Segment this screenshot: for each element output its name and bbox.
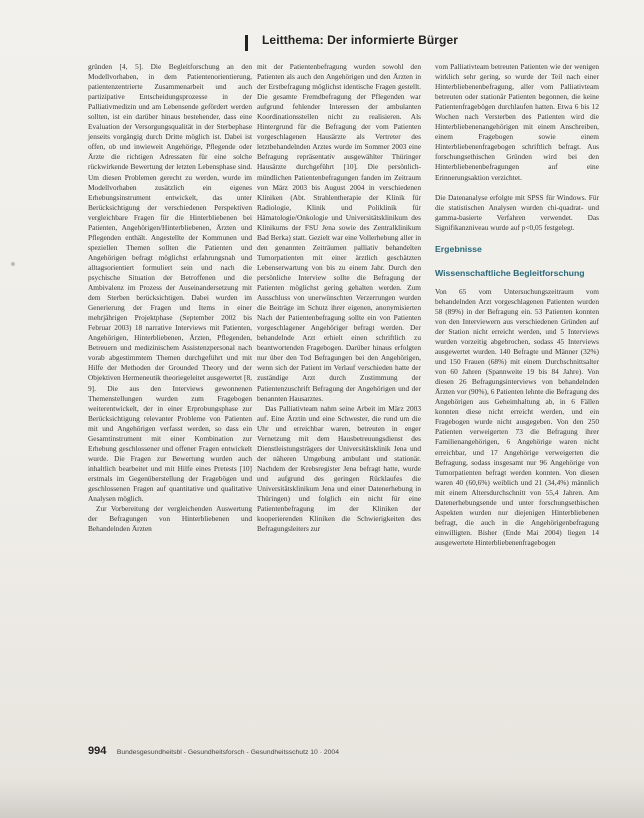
paragraph: Von 65 vom Untersuchungszeitraum vom behandelnden Arzt vorgeschlagenen Patienten wurden 58 (89%) in der Befragung ein. 53 Patienten konnten von den Interviewern aus verschiedenen Gründen auf der Station nicht erreicht werden, und 5 Interviews wurden vorzeitig abgebrochen, sodass 45 Interviews ausgewertet wurden. 140 Befragte und Männer (32%) und 150 Frauen (68%) mit einem Durchschnittsalter von 60 Jahren (Spannweite 19 bis 84 Jahre). Von diesen 26 Befragungsinterviews von behandelnden Ärzten vor (90%), 6 Patienten lehnte die Befragung des Angehörigen aus Geheimhaltung ab, in 6 Fällen konnten diese nicht erreicht werden, und ein Fragebogen wurde nicht ausgegeben. Von den 250 Patienten verweigerten 73 die Befragung ihrer Familienangehörigen, 6 Angehörige waren nicht erreichbar, und 17 Angehörige verweigerten die Befragung, sodass insgesamt nur 96 Angehörige von Tumorpatienten befragt werden konnten. Von diesen waren 40 (60,6%) weiblich und 21 (34,4%) männlich mit einem Altersdurchschnitt von 55,4 Jahren. Am Datenerhebungsende und unter forschungsethischen Aspekten wurden nur diejenigen Hinterbliebenen befragt, die auch in die Angehörigenbefragung einwilligten. Bisher (Ende Mai 2004) liegen 14 ausgewertete Hinterbliebenenfragebogen bbox=[435, 286, 599, 547]
paragraph: Zur Vorbereitung der vergleichenden Auswertung der Befragungen von Hinterbliebenen und Behandelnden Ärzten bbox=[88, 504, 252, 534]
journal-citation: Bundesgesundheitsbl - Gesundheitsforsch - Gesundheitsschutz 10 · 2004 bbox=[116, 749, 339, 756]
text-column-right bbox=[435, 62, 599, 548]
page-number: 994 bbox=[88, 745, 107, 757]
section-header-title: Leitthema: Der informierte Bürger bbox=[262, 33, 459, 47]
header-rule bbox=[245, 35, 248, 51]
page-footer bbox=[88, 741, 604, 757]
section-heading-results: Ergebnisse bbox=[435, 243, 482, 254]
paragraph: Das Palliativteam nahm seine Arbeit im März 2003 auf. Eine Ärztin und eine Schwester, die rund um die Uhr und erreichbar waren, betreuten in enger Vernetzung mit dem Hausbetreuungsdienst des Dienstleistungsträgers der Universitätsklinik Jena und der näheren Umgebung ambulant und stationär. Nachdem der Krebsregister Jena befragt hatte, wurde und aufgrund des geringen Rücklaufes die Universitätsklinikum Jena und einer Datenerhebung in Thüringen) und folglich ein nicht für eine Patientenbefragung im der Kliniken der kooperierenden Kliniken die Schwierigkeiten des Befragungsleiters zur bbox=[257, 403, 421, 534]
paragraph: vom Palliativteam betreuten Patienten wie der wenigen wirklich sehr gering, so wurde der Teil nach einer Hinterbliebenenbefragung, aller vom Palliativteam betreuten oder stationär Patienten begonnen, die keine Patientenfragebögen durchlaufen hatten. Etwa 6 bis 12 Wochen nach Versterben des Patienten wird die Hinterbliebenenangehörigen mit einem Anschreiben, einem Fragebogen sowie einem Hinterbliebenenfragebogen schriftlich befragt. Aus forschungsethischen Gründen wird bei den Hinterbliebenenbefragungen auf eine Erinnerungsaktion verzichtet. bbox=[435, 62, 599, 182]
paragraph: gründen [4, 5]. Die Begleitforschung an den Modellvorhaben, in dem Patientenorientierung, patientenzentrierte Zusammenarbeit und auch partizipative Entscheidungsprozesse in der Palliativmedizin und am Lebensende gefördert werden sollten, ist ein darüber hinaus bestehender, dass eine Evaluation der Versorgungsqualität in der Sterbephase jenseits vorgängig durch Dritte möglich ist. Dabei ist offen, ob und inwieweit Angehörige, Pflegende oder Ärzte die richtigen Adressaten für eine solche rückwirkende Bewertung der letzten Lebensphase sind. Um diesen Problemen gerecht zu werden, wurde im Modellvorhaben zusätzlich ein eigenes Erhebungsinstrument entwickelt, das unter Berücksichtigung der verschiedenen Perspektiven vergleichbare Fragen für die Hinterbliebenen bei Patienten, Angehörigen/Hinterbliebenen, Ärzten und Pflegenden enthält. Angestellte der Kommunen und speziellen Themen sollten die Patienten und Angehörigen befragt möglichst erfahrungsnah und alltagsorientiert formuliert sein und nach die psychische Situation der Betroffenen und die Ambivalenz im Prozess der Auseinandersetzung mit dem Sterben berücksichtigen. Dabei wurden im Generierung der Fragen und Items in einer mehrjährigen Projektphase (September 2002 bis Februar 2003) 18 narrative Interviews mit Patienten, Angehörigen, Hinterbliebenen, Ärzten, Pflegenden, Betreuern und medizinischem Assistenzpersonal nach vorab abgestimmtem Themen durchgeführt und mit Hilfe der Methoden der Grounded Theory und der Objektiven Hermeneutik theoriegeleitet ausgewertet [8, 9]. Die aus den Interviews gewonnenen Themenstellungen wurden zum Fragebogen weiterentwickelt, der in einer Erprobungsphase zur Berücksichtigung relevanter Probleme von Patienten mit und Angehörigen verfasst werden, so dass ein Gesamtinstrument mit einer Kombination zur Erhebung geschlossener und offener Fragen entwickelt wurde. Die Fragen zur Bewertung wurden auch inhaltlich bearbeitet und mit Hilfe eines Pretests [10] erstmals im Gegenüberstellung der Fragebögen und geschlossenen Fragen auf quantitative und qualitative Analysen möglich. bbox=[88, 62, 252, 504]
paragraph: Die Datenanalyse erfolgte mit SPSS für Windows. Für die statistischen Analysen wurden chi-quadrat- und gamma-basierte Verfahren verwendet. Das Signifikanzniveau wurde auf p<0,05 festgelegt. bbox=[435, 192, 599, 232]
text-column-left bbox=[88, 62, 252, 534]
paragraph: mit der Patientenbefragung wurden sowohl den Patienten als auch den Angehörigen und den Ärzten in der Erstbefragung möglichst identische Fragen gestellt. Die gesamte Fremdbefragung der Pflegenden war aufgrund fehlender Interessen der ambulanten Koordinationsstellen nicht zu realisieren. Als Hintergrund für die Befragung der vom Patienten vorgeschlagenen Hausärzte als Vertreter des letztbehandelnden Arztes wurde im Sommer 2003 eine Befragung repräsentativ ausgewählter Thüringer Hausärzte durchgeführt [10]. Die persönlich-mündlichen Patientenbefragungen fanden im Zeitraum von März 2003 bis August 2004 in verschiedenen Kliniken (Abt. Strahlentherapie der Klinik für Radiologie, Klinik und Poliklinik für Hämatologie/Onkologie und Universitätsklinikum des Klinikums der FSU Jena sowie des Zentralklinikum Bad Berka) statt. Gezielt war eine Vollerhebung aller in den genannten Zeiträumen palliativ behandelten Tumorpatienten mit einer ärztlich geschätzten Lebenserwartung von bis zu einem Jahr. Durch den persönliche Interview sollte die Befragung der Patienten möglichst gering gehalten werden. Zum Ausschluss von unerwünschten Verzerrungen wurden die Beiträge im Schutz ihrer eigenen, anonymisierten Nach der Patientenbefragung sollte ein von Patienten vorgeschlagener Angehöriger befragt werden. Der behandelnde Arzt erhielt einen schriftlich zu beantwortenden Fragebogen. Darüber hinaus erfolgten nur über den Tod Befragungen bei den Angehörigen, wenn sich der Patient im Verlauf verschieden hatte der zuständige Arzt durch Zustimmung der Patientenzuschrift Befragung der Angehörigen und der benannten Hausarztes. bbox=[257, 62, 421, 403]
text-column-middle bbox=[257, 62, 421, 534]
scan-mark bbox=[11, 262, 15, 266]
subsection-heading: Wissenschaftliche Begleitforschung bbox=[435, 267, 585, 278]
scan-shadow bbox=[0, 778, 644, 818]
